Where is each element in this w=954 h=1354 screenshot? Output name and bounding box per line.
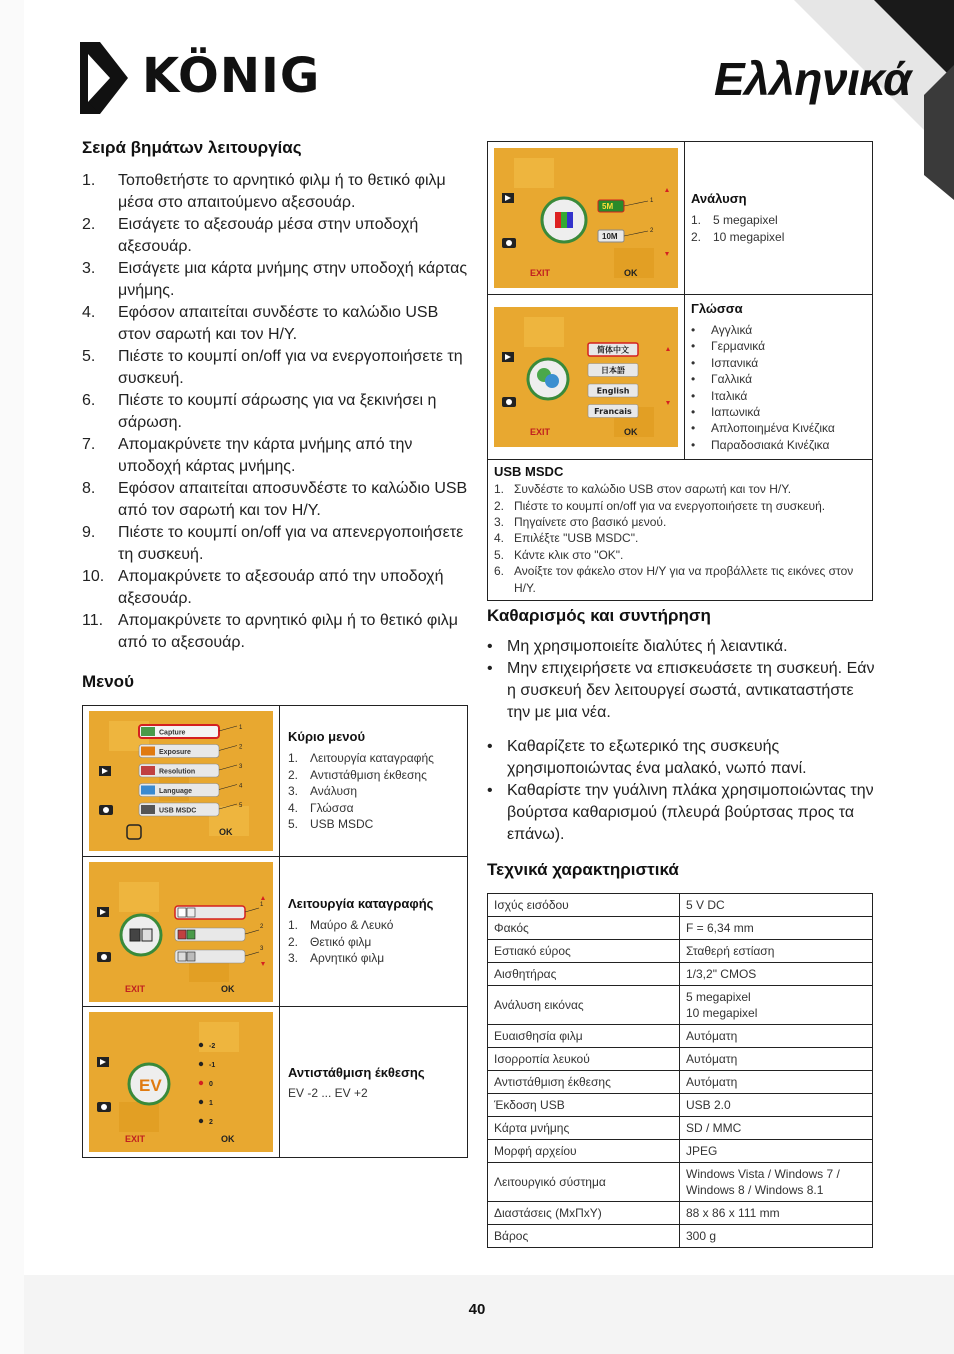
screen-row-label: Exposure xyxy=(159,749,191,756)
spec-key: Αντιστάθμιση έκθεσης xyxy=(488,1071,680,1094)
resolution-ok-label: OK xyxy=(624,268,638,278)
step-text: Πιέστε το κουμπί σάρωσης για να ξεκινήσει η σάρωση. xyxy=(118,392,437,431)
spec-value-line: 5 megapixel xyxy=(686,990,751,1004)
step-text: Εφόσον απαιτείται αποσυνδέστε το καλώδιο USB από τον σαρωτή και τον Η/Υ. xyxy=(118,480,468,519)
step-number: 2. xyxy=(82,216,96,233)
spec-key: Εστιακό εύρος xyxy=(488,940,680,963)
list-item xyxy=(494,514,866,530)
list-item xyxy=(288,783,459,800)
spec-value-line: 5 V DC xyxy=(686,898,725,912)
spec-row xyxy=(488,1094,873,1117)
resolution-option-number: 1 xyxy=(650,198,654,204)
resolution-screen-art xyxy=(494,148,678,288)
language-name: Αγγλικά xyxy=(711,323,753,337)
cleaning-item xyxy=(487,636,877,658)
operation-title: Σειρά βημάτων λειτουργίας xyxy=(82,138,302,157)
language-title-cell: Γλώσσα xyxy=(691,301,743,316)
list-item xyxy=(494,481,866,497)
list-item xyxy=(288,767,459,784)
resolution-option-label: 5M xyxy=(602,202,614,211)
spec-value-line: 88 x 86 x 111 mm xyxy=(686,1206,780,1220)
spec-key: Έκδοση USB xyxy=(488,1094,680,1117)
spec-value xyxy=(680,1025,873,1048)
list-item xyxy=(288,816,459,833)
language-name: Ισπανικά xyxy=(711,355,759,370)
item-text: 5 megapixel xyxy=(713,213,778,227)
screen-row-number: 1 xyxy=(239,725,243,731)
screen-row-label: Language xyxy=(159,788,193,795)
spec-value-line: Σταθερή εστίαση xyxy=(686,944,775,958)
step-number: 5. xyxy=(82,348,96,365)
cleaning-item xyxy=(487,780,877,846)
usb-cell xyxy=(488,460,873,601)
main-menu-list xyxy=(288,750,459,833)
main-menu-screen-cell xyxy=(83,706,280,857)
ev-scale-label: 0 xyxy=(209,1081,213,1088)
resolution-screen-cell xyxy=(488,142,685,295)
step-number: 1. xyxy=(82,172,96,189)
bullet-icon: • xyxy=(691,339,696,354)
screen-row-icon xyxy=(141,766,155,775)
list-item xyxy=(494,498,866,514)
language-desc xyxy=(685,295,873,460)
item-text: Πηγαίνετε στο βασικό μενού. xyxy=(514,515,667,530)
ev-dot xyxy=(199,1100,203,1104)
resolution-title: Ανάλυση xyxy=(691,191,747,206)
step-text: Εισάγετε το αξεσουάρ μέσα στην υποδοχή αξεσουάρ. xyxy=(118,216,419,255)
language-name: Ιταλικά xyxy=(711,388,748,403)
bullet-icon: • xyxy=(691,355,696,370)
exposure-range: EV -2 ... EV +2 xyxy=(288,1085,368,1100)
language-name: Ιαπωνικά xyxy=(711,405,761,420)
item-number: 4. xyxy=(288,800,299,815)
resolution-screen xyxy=(494,148,678,288)
spec-value xyxy=(680,894,873,917)
spec-row xyxy=(488,986,873,1025)
spec-key: Λειτουργικό σύστημα xyxy=(488,1163,680,1202)
spec-value xyxy=(680,1117,873,1140)
list-item xyxy=(288,800,459,817)
language-screen-option xyxy=(588,364,638,377)
bullet-icon: • xyxy=(487,738,493,755)
cleaning-text: Μην επιχειρήσετε να επισκευάσετε τη συσκευή. Εάν η συσκευή δεν λειτουργεί σωστά, αντικαταστήστε την με μια νέα. xyxy=(507,660,875,721)
operation-step xyxy=(82,258,472,302)
cleaning-item xyxy=(487,658,877,724)
bullet-icon: • xyxy=(691,405,696,420)
exposure-screen-cell xyxy=(83,1007,280,1158)
usb-steps xyxy=(494,481,866,596)
main-menu-desc xyxy=(280,706,468,857)
language-item xyxy=(691,404,866,420)
exposure-screen-art xyxy=(89,1012,273,1152)
step-text: Πιέστε το κουμπί on/off για να ενεργοποιήσετε τη συσκευή. xyxy=(118,348,463,387)
screen-row-label: USB MSDC xyxy=(159,807,197,815)
item-number: 3. xyxy=(494,515,505,530)
capture-row-icon xyxy=(187,952,195,961)
spec-key: Ισορροπία λευκού xyxy=(488,1048,680,1071)
item-number: 1. xyxy=(288,751,299,766)
spec-value xyxy=(680,1225,873,1248)
item-text: Πιέστε το κουμπί on/off για να ενεργοποιήσετε τη συσκευή. xyxy=(514,498,826,513)
capture-row-number: 2 xyxy=(260,923,264,930)
screen-row-label: Resolution xyxy=(159,768,196,776)
spec-row xyxy=(488,963,873,986)
step-text: Πιέστε το κουμπί on/off για να απενεργοποιήσετε τη συσκευή. xyxy=(118,524,464,563)
spec-row xyxy=(488,894,873,917)
main-menu-screen-art xyxy=(89,711,273,851)
spec-value xyxy=(680,940,873,963)
ev-scale-label: -2 xyxy=(209,1043,216,1050)
language-list xyxy=(691,322,866,453)
spec-value-line: SD / MMC xyxy=(686,1121,742,1135)
capture-row-icon xyxy=(178,930,186,939)
step-text: Εφόσον απαιτείται συνδέστε το καλώδιο USB στον σαρωτή και τον Η/Υ. xyxy=(118,304,439,343)
spec-value xyxy=(680,1202,873,1225)
resolution-option-label: 10M xyxy=(602,232,618,241)
main-menu-title: Κύριο μενού xyxy=(288,729,366,745)
operation-step xyxy=(82,610,472,654)
spec-key: Ευαισθησία φιλμ xyxy=(488,1025,680,1048)
screen-row-number: 5 xyxy=(239,803,243,809)
screen-row-label: Capture xyxy=(159,729,186,737)
step-text: Τοποθετήστε το αρνητικό φιλμ ή το θετικό φιλμ μέσα στο απαιτούμενο αξεσουάρ. xyxy=(118,172,446,211)
ev-scale-label: -1 xyxy=(209,1062,216,1069)
usb-title: USB MSDC xyxy=(494,464,564,480)
screen-row-number: 2 xyxy=(239,744,243,751)
item-number: 2. xyxy=(288,934,299,949)
operation-step xyxy=(82,566,472,610)
spec-row xyxy=(488,1202,873,1225)
spec-value-line: USB 2.0 xyxy=(686,1098,731,1112)
item-text: Ανοίξτε τον φάκελο στον Η/Υ για να προβάλλετε τις εικόνες στον Η/Υ. xyxy=(514,564,854,595)
language-item xyxy=(691,371,866,387)
resolution-option-number: 2 xyxy=(650,228,654,234)
language-screen-art xyxy=(494,307,678,447)
language-option-label: 日本語 xyxy=(601,366,625,376)
main-ok-label: OK xyxy=(219,827,233,837)
spec-value-line: Αυτόματη xyxy=(686,1052,738,1066)
capture-exit-label: EXIT xyxy=(125,983,146,994)
language-name: Παραδοσιακά Κινέζικα xyxy=(711,437,830,452)
capture-screen-cell xyxy=(83,857,280,1007)
spec-value-line: Windows Vista / Windows 7 / xyxy=(686,1167,840,1181)
screen-row-icon xyxy=(141,805,155,814)
language-item xyxy=(691,437,866,453)
bullet-icon: • xyxy=(487,782,493,799)
list-item xyxy=(691,229,866,246)
item-text: 10 megapixel xyxy=(713,229,785,244)
list-item xyxy=(288,750,459,767)
list-item xyxy=(494,547,866,563)
language-name: Γαλλικά xyxy=(711,372,753,387)
bullet-icon: • xyxy=(691,388,696,403)
item-text: Λειτουργία καταγραφής xyxy=(310,751,434,766)
capture-ok-label: OK xyxy=(221,983,235,994)
item-text: Γλώσσα xyxy=(310,800,354,815)
spec-key: Κάρτα μνήμης xyxy=(488,1117,680,1140)
item-text: Μαύρο & Λευκό xyxy=(310,918,394,933)
spec-key: Ανάλυση εικόνας xyxy=(488,986,680,1025)
main-menu-screen xyxy=(89,711,273,851)
operation-step xyxy=(82,478,472,522)
language-name: Απλοποιημένα Κινέζικα xyxy=(711,421,835,436)
language-screen-option xyxy=(588,343,638,356)
language-screen xyxy=(494,307,678,447)
exposure-screen xyxy=(89,1012,273,1152)
capture-title: Λειτουργία καταγραφής xyxy=(288,896,434,912)
cleaning-item xyxy=(487,736,877,780)
capture-list xyxy=(288,917,459,967)
list-item xyxy=(288,950,459,967)
spec-value xyxy=(680,917,873,940)
spec-row xyxy=(488,1140,873,1163)
capture-row-number: 3 xyxy=(260,945,264,952)
list-item xyxy=(494,563,866,596)
exposure-exit-label: EXIT xyxy=(125,1134,146,1144)
item-number: 1. xyxy=(288,918,299,933)
spec-key: Ισχύς εισόδου xyxy=(488,894,680,917)
item-text: Επιλέξτε "USB MSDC". xyxy=(514,531,639,546)
step-number: 11. xyxy=(82,612,104,629)
ev-dot xyxy=(199,1062,203,1066)
ev-dot xyxy=(199,1119,203,1123)
language-item xyxy=(691,420,866,436)
ev-scale-label: 2 xyxy=(209,1119,213,1126)
language-item xyxy=(691,355,866,371)
list-item xyxy=(691,212,866,229)
bullet-icon: • xyxy=(691,421,696,436)
step-number: 7. xyxy=(82,436,96,453)
item-number: 3. xyxy=(288,951,299,966)
spec-key: Βάρος xyxy=(488,1225,680,1248)
resolution-exit-label: EXIT xyxy=(530,268,551,278)
item-number: 3. xyxy=(288,784,299,799)
ev-dot xyxy=(199,1043,203,1047)
capture-desc xyxy=(280,857,468,1007)
page-number: 40 xyxy=(468,1301,486,1318)
bullet-icon: • xyxy=(487,660,493,677)
spec-row xyxy=(488,1225,873,1248)
exposure-desc xyxy=(280,1007,468,1158)
cleaning-list xyxy=(487,636,877,846)
spec-row xyxy=(488,940,873,963)
step-text: Εισάγετε μια κάρτα μνήμης στην υποδοχή κάρτας μνήμης. xyxy=(118,260,468,299)
cleaning-text: Καθαρίζετε το εξωτερικό της συσκευής χρησιμοποιώντας ένα μαλακό, νωπό πανί. xyxy=(507,738,807,777)
resolution-list xyxy=(691,212,866,245)
settings-section xyxy=(487,141,873,601)
operation-step xyxy=(82,214,472,258)
step-text: Απομακρύνετε την κάρτα μνήμης από την υποδοχή κάρτας μνήμης. xyxy=(118,436,413,475)
language-screen-cell xyxy=(488,295,685,460)
exposure-title: Αντιστάθμιση έκθεσης xyxy=(288,1064,425,1080)
language-item xyxy=(691,322,866,338)
step-number: 9. xyxy=(82,524,96,541)
item-number: 6. xyxy=(494,564,505,579)
konig-logo-mark-icon xyxy=(80,42,130,114)
language-option-label: 简体中文 xyxy=(597,345,629,355)
bullet-icon: • xyxy=(691,437,696,452)
language-exit-label: EXIT xyxy=(530,427,551,438)
spec-value-line: 300 g xyxy=(686,1229,717,1243)
screen-row-icon xyxy=(141,786,155,795)
exposure-ok-label: OK xyxy=(221,1134,235,1144)
language-option-label: Francais xyxy=(594,407,632,417)
resolution-desc xyxy=(685,142,873,295)
spec-value-line: Αυτόματη xyxy=(686,1075,738,1089)
spec-value-line: F = 6,34 mm xyxy=(686,921,754,935)
spec-value xyxy=(680,1163,873,1202)
spec-key: Μορφή αρχείου xyxy=(488,1140,680,1163)
spec-row xyxy=(488,1163,873,1202)
cleaning-text: Καθαρίστε την γυάλινη πλάκα χρησιμοποιώντας την βούρτσα καθαρισμού (πλευρά βούρτσας προς τα επάνω). xyxy=(507,782,874,843)
menu-title: Μενού xyxy=(82,672,134,691)
item-number: 1. xyxy=(494,482,505,497)
item-text: Αρνητικό φιλμ xyxy=(310,951,385,966)
item-text: Κάντε κλικ στο "OK". xyxy=(514,547,624,562)
spec-value-line: Windows 8 / Windows 8.1 xyxy=(686,1183,824,1197)
item-number: 2. xyxy=(691,229,702,244)
spec-key: Αισθητήρας xyxy=(488,963,680,986)
item-text: Ανάλυση xyxy=(310,784,358,799)
list-item xyxy=(494,530,866,546)
spec-row xyxy=(488,1025,873,1048)
spec-row xyxy=(488,1117,873,1140)
ev-scale-label: 1 xyxy=(209,1100,213,1107)
screen-row-number: 4 xyxy=(239,783,243,790)
language-option-label: English xyxy=(596,386,630,396)
bullet-icon: • xyxy=(691,323,696,337)
cleaning-text: Μη χρησιμοποιείτε διαλύτες ή λειαντικά. xyxy=(507,638,788,655)
spec-value xyxy=(680,986,873,1025)
item-text: USB MSDC xyxy=(310,817,374,832)
language-ok-label: OK xyxy=(624,427,638,438)
capture-row-icon xyxy=(178,952,186,961)
bullet-icon: • xyxy=(487,638,493,655)
language-name: Γερμανικά xyxy=(711,339,766,354)
step-number: 6. xyxy=(82,392,96,409)
spec-value xyxy=(680,1094,873,1117)
menu-table xyxy=(82,705,468,1158)
capture-row-number: 1 xyxy=(260,901,264,908)
spec-key: Διαστάσεις (ΜxΠxΥ) xyxy=(488,1202,680,1225)
spec-value-line: 10 megapixel xyxy=(686,1006,758,1020)
screen-row-icon xyxy=(141,727,155,736)
ev-label: EV xyxy=(139,1076,162,1095)
capture-row-icon xyxy=(187,930,195,939)
item-text: Συνδέστε το καλώδιο USB στον σαρωτή και τον Η/Υ. xyxy=(514,482,792,497)
spec-value xyxy=(680,1048,873,1071)
step-text: Απομακρύνετε το αρνητικό φιλμ ή το θετικό φιλμ από το αξεσουάρ. xyxy=(118,612,459,651)
item-number: 2. xyxy=(288,767,299,782)
spec-value xyxy=(680,1140,873,1163)
spec-value xyxy=(680,963,873,986)
operation-steps xyxy=(82,170,472,654)
spec-value-line: Αυτόματη xyxy=(686,1029,738,1043)
item-text: Αντιστάθμιση έκθεσης xyxy=(310,767,427,782)
list-item xyxy=(288,917,459,934)
language-screen-option xyxy=(588,405,638,418)
step-number: 3. xyxy=(82,260,96,277)
language-item xyxy=(691,338,866,354)
list-item xyxy=(288,934,459,951)
operation-step xyxy=(82,346,472,390)
specs-table xyxy=(487,893,873,1248)
operation-step xyxy=(82,434,472,478)
bullet-icon: • xyxy=(691,372,696,387)
spec-value xyxy=(680,1071,873,1094)
specs-title: Τεχνικά χαρακτηριστικά xyxy=(487,860,679,879)
spec-row xyxy=(488,1071,873,1094)
capture-row-icon xyxy=(178,908,186,917)
spec-key: Φακός xyxy=(488,917,680,940)
brand-wordmark: KÖNIG xyxy=(142,48,321,104)
step-text: Απομακρύνετε το αξεσουάρ από την υποδοχή αξεσουάρ. xyxy=(118,568,444,607)
operation-step xyxy=(82,170,472,214)
cleaning-title: Καθαρισμός και συντήρηση xyxy=(487,606,711,625)
screen-row-number: 3 xyxy=(239,764,243,770)
language-screen-option xyxy=(588,384,638,397)
operation-step xyxy=(82,522,472,566)
page-margin xyxy=(0,0,24,1354)
operation-step xyxy=(82,302,472,346)
spec-row xyxy=(488,917,873,940)
konig-logo xyxy=(80,42,335,114)
item-number: 5. xyxy=(288,817,299,832)
spec-row xyxy=(488,1048,873,1071)
screen-row-icon xyxy=(141,747,155,756)
language-item xyxy=(691,388,866,404)
item-number: 5. xyxy=(494,547,505,562)
step-number: 8. xyxy=(82,480,96,497)
ev-dot xyxy=(199,1081,203,1085)
capture-screen-art xyxy=(89,862,273,1002)
item-number: 4. xyxy=(494,531,505,546)
operation-section xyxy=(82,138,472,654)
settings-table xyxy=(487,141,873,601)
step-number: 10. xyxy=(82,568,105,585)
capture-row-icon xyxy=(187,908,195,917)
spec-value-line: JPEG xyxy=(686,1144,718,1158)
item-text: Θετικό φιλμ xyxy=(310,934,372,949)
language-title: Ελληνικά xyxy=(714,53,912,105)
item-number: 1. xyxy=(691,213,702,227)
operation-step xyxy=(82,390,472,434)
step-number: 4. xyxy=(82,304,96,321)
spec-value-line: 1/3,2" CMOS xyxy=(686,967,757,981)
capture-screen xyxy=(89,862,273,1002)
item-number: 2. xyxy=(494,498,505,513)
